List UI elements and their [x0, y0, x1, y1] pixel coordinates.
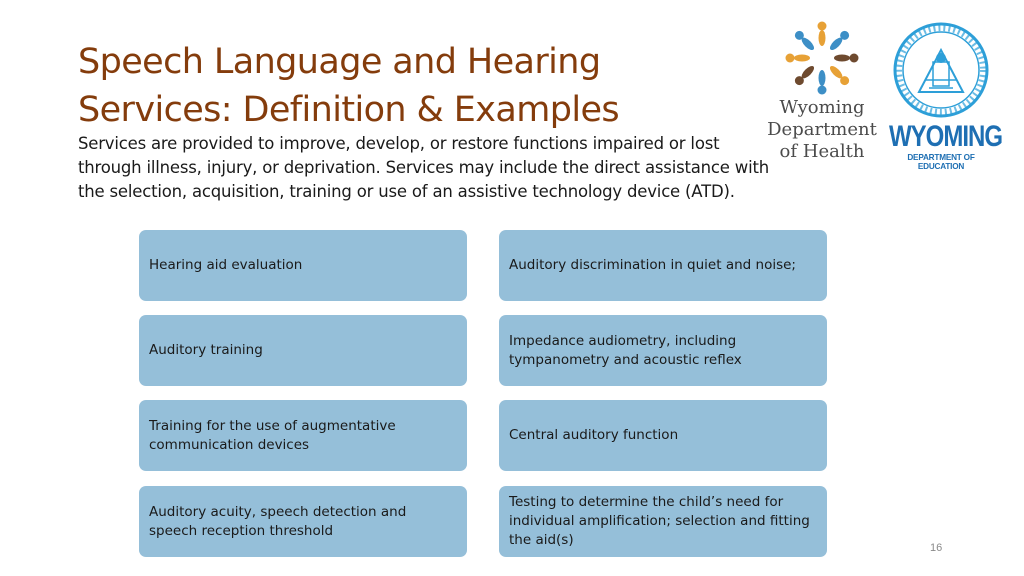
- doh-line-1: Wyoming: [779, 97, 865, 118]
- title-line-2: Services: Definition & Examples: [78, 90, 620, 130]
- service-card-text: Auditory acuity, speech detection and speech reception threshold: [149, 503, 407, 539]
- page-number: 16: [930, 542, 943, 554]
- wyoming-department-of-health-logo: [762, 16, 882, 168]
- service-card: [499, 400, 827, 471]
- service-card: [499, 230, 827, 301]
- service-card: [139, 486, 467, 557]
- doe-subtitle: DEPARTMENT OF EDUCATION: [907, 153, 975, 171]
- service-card: [139, 230, 467, 301]
- doh-figures-emblem-icon: [762, 16, 882, 96]
- service-card: [139, 400, 467, 471]
- state-seal-icon: [889, 22, 993, 118]
- service-card-text: Auditory discrimination in quiet and noise;: [509, 257, 796, 273]
- wyoming-department-of-education-logo: [889, 22, 1002, 171]
- doh-line-3: of Health: [779, 141, 865, 162]
- service-card: [499, 315, 827, 386]
- doh-line-2: Department: [767, 119, 877, 140]
- title-line-1: Speech Language and Hearing: [78, 42, 601, 82]
- service-card-text: Testing to determine the child’s need for individual amplification; selection and fitting the aid(s): [509, 494, 810, 548]
- service-card-text: Training for the use of augmentative communication devices: [149, 417, 396, 453]
- intro-text: Services are provided to improve, develop, or restore functions impaired or lost through illness, injury, or deprivation. Services may include the direct assistance with the selection, acquisition, training or use of an assistive technology device (ATD).: [78, 134, 769, 201]
- service-card: [499, 486, 827, 557]
- service-card-text: Auditory training: [149, 342, 263, 358]
- service-card-text: Impedance audiometry, including tympanometry and acoustic reflex: [509, 332, 742, 368]
- service-card-text: Hearing aid evaluation: [149, 257, 303, 273]
- page-title: [78, 38, 758, 134]
- doe-wordmark: WYOMING: [889, 119, 1002, 154]
- service-card: [139, 315, 467, 386]
- service-card-text: Central auditory function: [509, 427, 679, 443]
